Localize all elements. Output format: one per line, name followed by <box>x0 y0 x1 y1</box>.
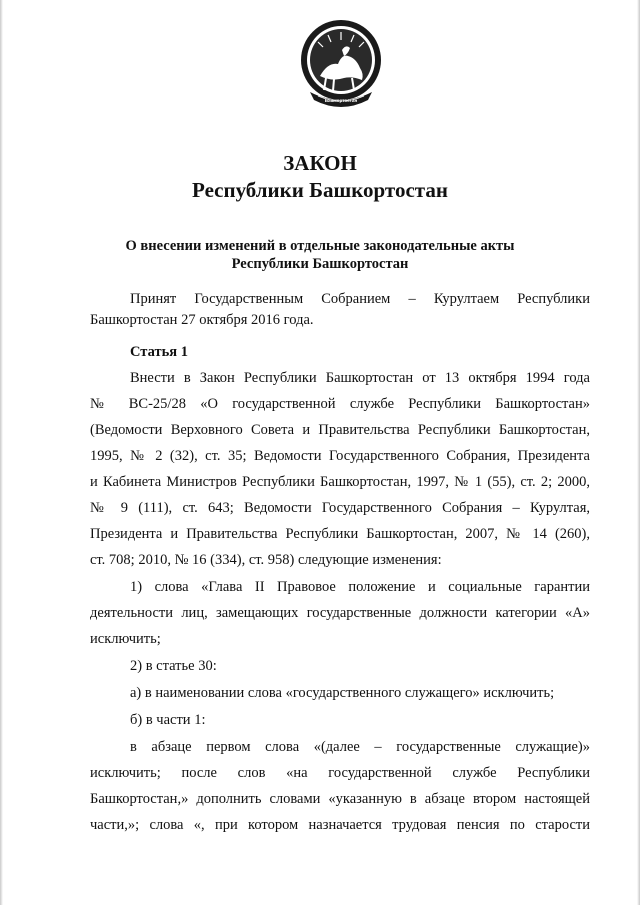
adoption-line1: Принят Государственным Собранием – Курултаем Республики <box>130 291 590 307</box>
emblem-ribbon-text: Башкортостан <box>324 98 358 103</box>
item2b-line: части,»; слова «, при котором назначается трудовая пенсия по старости <box>90 817 590 833</box>
item1-line: исключить; <box>90 631 161 647</box>
paragraph-line: (Ведомости Верховного Совета и Правительства Республики Башкортостан, <box>90 422 590 438</box>
paragraph-line: и Кабинета Министров Республики Башкортостан, 1997, № 1 (55), ст. 2; 2000, <box>90 474 590 490</box>
article-heading: Статья 1 <box>130 344 188 360</box>
paragraph-line: Президента и Правительства Республики Башкортостан, 2007, № 14 (260), <box>90 526 590 542</box>
adoption-line2: Башкортостан 27 октября 2016 года. <box>90 312 314 328</box>
title-law: ЗАКОН <box>283 151 357 175</box>
emblem-icon <box>298 18 384 114</box>
item2b-line: исключить; после слов «на государственной службе Республики <box>90 765 590 781</box>
item2b-line: Башкортостан,» дополнить словами «указанную в абзаце втором настоящей <box>90 791 590 807</box>
subtitle-line2: Республики Башкортостан <box>231 256 409 272</box>
subtitle-line1: О внесении изменений в отдельные законодательные акты <box>125 238 515 254</box>
paragraph-line: ст. 708; 2010, № 16 (334), ст. 958) следующие изменения: <box>90 552 442 568</box>
item2b-line: в абзаце первом слова «(далее – государственные служащие)» <box>130 739 590 755</box>
item1-line: 1) слова «Глава II Правовое положение и социальные гарантии <box>130 579 590 595</box>
item2: 2) в статье 30: <box>130 658 217 674</box>
paragraph-line: № ВС-25/28 «О государственной службе Республики Башкортостан» <box>90 396 590 412</box>
item2a: а) в наименовании слова «государственного служащего» исключить; <box>130 685 555 701</box>
paragraph-line: Внести в Закон Республики Башкортостан от 13 октября 1994 года <box>130 370 590 386</box>
title-republic: Республики Башкортостан <box>192 178 448 202</box>
scan-edge-left <box>0 0 3 905</box>
paragraph-line: № 9 (111), ст. 643; Ведомости Государственного Собрания – Курултая, <box>90 500 590 516</box>
paragraph-line: 1995, № 2 (32), ст. 35; Ведомости Государственного Собрания, Президента <box>90 448 590 464</box>
item1-line: деятельности лиц, замещающих государственные должности категории «А» <box>90 605 590 621</box>
item2b: б) в части 1: <box>130 712 206 728</box>
